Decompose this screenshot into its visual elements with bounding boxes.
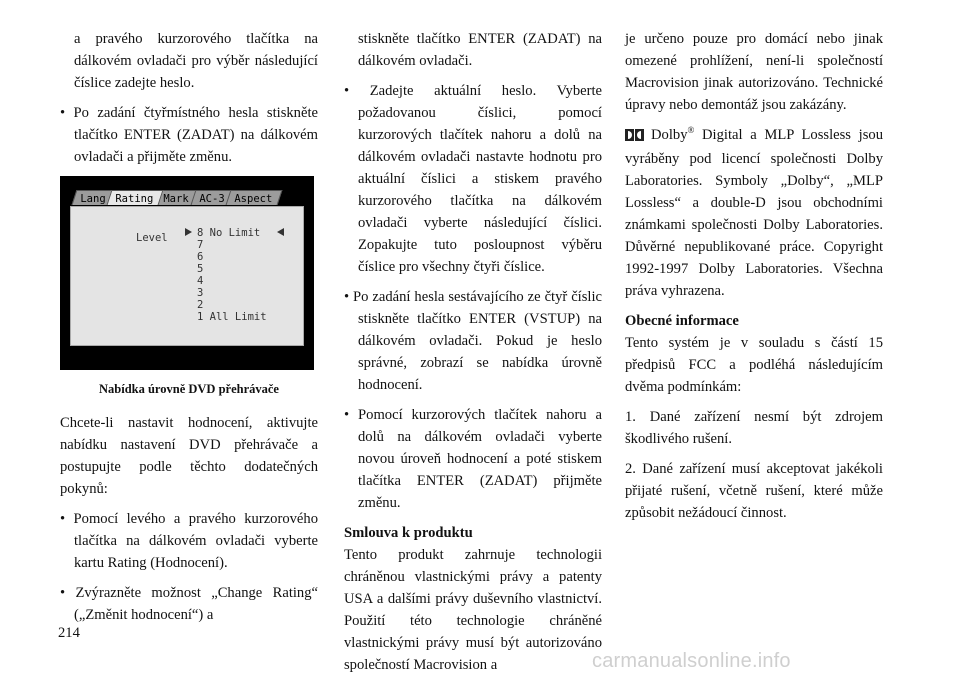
paragraph-continued: stiskněte tlačítko ENTER (ZADAT) na dálkovém ovladači.: [358, 31, 602, 69]
column-right: [625, 28, 883, 532]
dvd-menu-screenshot: [60, 176, 314, 370]
bullet-select-tab: • Pomocí levého a pravého kurzorového tlačítka na dálkovém ovladači vyberte kartu Rating (Hodnocení).: [60, 511, 318, 571]
rating-panel: [70, 206, 304, 346]
figure-caption: Nabídka úrovně DVD přehrávače: [99, 382, 279, 396]
registered-mark-icon: ®: [687, 125, 695, 136]
section-heading-product-agreement: Smlouva k produktu: [344, 525, 473, 541]
arrow-right-icon: [185, 228, 192, 236]
tab-mark: Mark: [155, 190, 199, 205]
paragraph-continued: a pravého kurzorového tlačítka na dálkovém ovladači pro výběr následující číslice zadejte heslo.: [74, 31, 318, 91]
paragraph-condition-1: 1. Dané zařízení nesmí být zdrojem škodlivého rušení.: [625, 409, 883, 447]
bullet-select-new-level: • Pomocí kurzorových tlačítek nahoru a dolů na dálkovém ovladači vyberte novou úroveň hodnocení a poté stiskem tlačítka ENTER (ZADAT) přijměte změnu.: [344, 407, 602, 511]
level-item: 5: [197, 263, 204, 275]
paragraph-macrovision: Tento produkt zahrnuje technologii chráněnou vlastnickými právy a patenty USA a dalšími právy duševního vlastnictví. Použití této technologie chráněné vlastnickými právy musí být autorizováno společností Macrovision a: [344, 547, 602, 673]
paragraph-condition-2: 2. Dané zařízení musí akceptovat jakékoli přijaté rušení, včetně rušení, které může způsobit nežádoucí činnost.: [625, 461, 883, 521]
bullet-after-password: • Po zadání hesla sestávajícího ze čtyř číslic stiskněte tlačítko ENTER (VSTUP) na dálkovém ovladači. Pokud je heslo správné, zobrazí se nabídka úrovně hodnocení.: [344, 289, 602, 393]
paragraph-dolby: Dolby® Digital a MLP Lossless jsou vyráběny pod licencí společnosti Dolby Laboratories. Symboly „Dolby“, „MLP Lossless“ a double-D jsou obchodními známkami společnosti Dolby Laboratories. Důvěrné nepublikované práce. Copyright 1992-1997 Dolby Laboratories. Všechna práva vyhrazena.: [625, 125, 883, 299]
dolby-double-d-icon: [625, 126, 645, 148]
tab-aspect: Aspect: [225, 190, 282, 205]
level-item: 3: [197, 287, 204, 299]
section-heading-general-info: Obecné informace: [625, 313, 739, 329]
paragraph-rating-intro: Chcete-li nastavit hodnocení, aktivujte nabídku nastavení DVD přehrávače a postupujte podle těchto dodatečných pokynů:: [60, 415, 318, 497]
paragraph-fcc: Tento systém je v souladu s částí 15 předpisů FCC a podléhá následujícím dvěma podmínkám:: [625, 335, 883, 395]
watermark: carmanualsonline.info: [592, 650, 791, 672]
level-item: 2: [197, 299, 204, 311]
level-label: Level: [136, 232, 168, 244]
bullet-enter-current-password: • Zadejte aktuální heslo. Vyberte požadovanou číslici, pomocí kurzorových tlačítek nahoru a dolů na dálkovém ovladači nastavte hodnotu pro aktuální číslici a stiskem pravého kurzorového tlačítka na dálkovém ovladači vyberte následující číslici. Zopakujte tuto posloupnost výběru číslice pro všechny čtyři číslice.: [344, 83, 602, 275]
level-item: 8 No Limit: [197, 227, 261, 239]
level-item: 7: [197, 239, 204, 251]
bullet-enter-password: • Po zadání čtyřmístného hesla stiskněte tlačítko ENTER (ZADAT) na dálkovém ovladači a přijměte změnu.: [60, 105, 318, 165]
menu-tabs: [74, 190, 302, 206]
tab-lang: Lang: [72, 190, 116, 205]
tab-ac3: AC-3: [190, 190, 234, 205]
tab-rating: Rating: [107, 190, 164, 205]
paragraph-macrovision-cont: je určeno pouze pro domácí nebo jinak omezené prohlížení, není-li společností Macrovision jinak autorizováno. Technické úpravy nebo demontáž jsou zakázány.: [625, 31, 883, 113]
column-left: [60, 28, 318, 634]
page-number: 214: [58, 625, 80, 641]
level-item: 6: [197, 251, 204, 263]
level-list: [197, 227, 267, 323]
column-middle: [344, 28, 602, 684]
bullet-change-rating: • Zvýrazněte možnost „Change Rating“ („Změnit hodnocení“) a: [60, 585, 318, 623]
level-item: 4: [197, 275, 204, 287]
arrow-left-icon: [277, 228, 284, 236]
level-item: 1 All Limit: [197, 311, 267, 323]
